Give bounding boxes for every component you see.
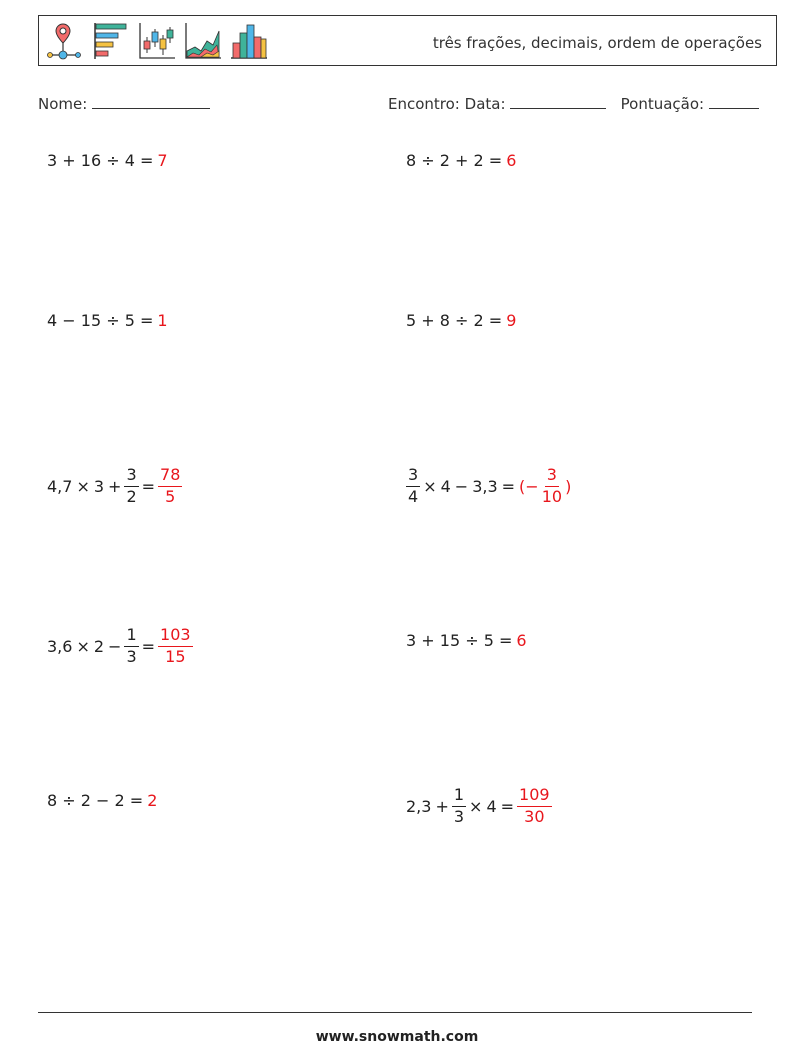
denominator: 4 [408,486,419,506]
operand: 4 [440,476,451,496]
problem-3 [47,311,168,330]
operand: 4 [486,796,497,816]
problem-expression: 8 ÷ 2 + 2 = [406,151,503,170]
answer-fraction [158,627,193,666]
numerator: 3 [545,467,559,487]
operand: 4,7 [47,476,73,496]
fraction [124,467,138,506]
answer-fraction [158,467,182,506]
problem-answer: 6 [516,631,527,650]
numerator: 1 [452,787,466,807]
operator: × [76,636,90,656]
equals-sign: = [141,636,156,656]
problem-answer: 1 [157,311,168,330]
score-label: Pontuação: [620,95,705,113]
denominator: 3 [453,806,465,826]
session-label: Encontro: [388,95,460,113]
problem-6 [406,467,571,506]
problem-answer: 9 [506,311,517,330]
denominator: 3 [126,646,137,666]
operand: 2,3 [406,796,432,816]
equals-sign: = [141,476,156,496]
problem-answer: 6 [506,151,517,170]
denominator: 5 [165,486,176,506]
problem-2 [406,151,516,170]
date-blank[interactable] [510,94,606,109]
session-date-score-field [388,94,759,113]
operand: 2 [93,636,105,656]
operator: × [423,476,437,496]
problem-expression: 3 + 15 ÷ 5 = [406,631,513,650]
problem-expression: 5 + 8 ÷ 2 = [406,311,503,330]
denominator: 15 [165,646,186,666]
problem-1 [47,151,168,170]
numerator: 78 [158,467,182,487]
problem-10 [406,787,555,826]
problem-answer: 7 [157,151,168,170]
numerator: 103 [158,627,193,647]
name-blank[interactable] [92,94,210,109]
operator: − [108,636,122,656]
candlestick-chart-icon [137,21,177,61]
numerator: 109 [517,787,552,807]
operand: 3,6 [47,636,73,656]
equals-sign: = [500,796,515,816]
date-label: Data: [464,95,506,113]
column-chart-icon [229,21,269,61]
numerator: 1 [124,627,138,647]
fraction [124,627,138,666]
problem-5 [47,467,185,506]
numerator: 3 [124,467,138,487]
denominator: 30 [524,806,545,826]
fraction [406,467,420,506]
answer-fraction [540,467,564,506]
problem-expression: 4 − 15 ÷ 5 = [47,311,154,330]
map-pin-icon [45,21,85,61]
denominator: 10 [541,486,563,506]
operator: × [469,796,483,816]
operand: 3,3 [472,476,498,496]
numerator: 3 [406,467,420,487]
operand: 3 [93,476,105,496]
area-chart-icon [183,21,223,61]
footer-divider [38,1012,752,1013]
score-blank[interactable] [709,94,759,109]
name-field [38,94,210,113]
problem-4 [406,311,516,330]
problem-expression: 3 + 16 ÷ 4 = [47,151,154,170]
bar-chart-icon [91,21,131,61]
denominator: 2 [126,486,137,506]
problem-9 [47,791,157,810]
problem-answer: 2 [147,791,158,810]
operator: + [435,796,449,816]
name-label: Nome: [38,95,88,113]
answer-group: ( − $\frac{3}{10}$ ) [519,465,572,506]
problem-8 [406,631,527,650]
operator: − [454,476,469,496]
equals-sign: = [501,476,516,496]
fraction [452,787,466,826]
operator: + [108,476,122,496]
worksheet-title: três frações, decimais, ordem de operações [432,34,762,52]
answer-fraction [517,787,552,826]
operator: × [76,476,90,496]
negative-sign: − [525,476,539,496]
problem-expression: 8 ÷ 2 − 2 = [47,791,144,810]
footer-website: www.snowmath.com [315,1029,479,1045]
header-box [38,15,777,66]
problem-7 [47,627,196,666]
